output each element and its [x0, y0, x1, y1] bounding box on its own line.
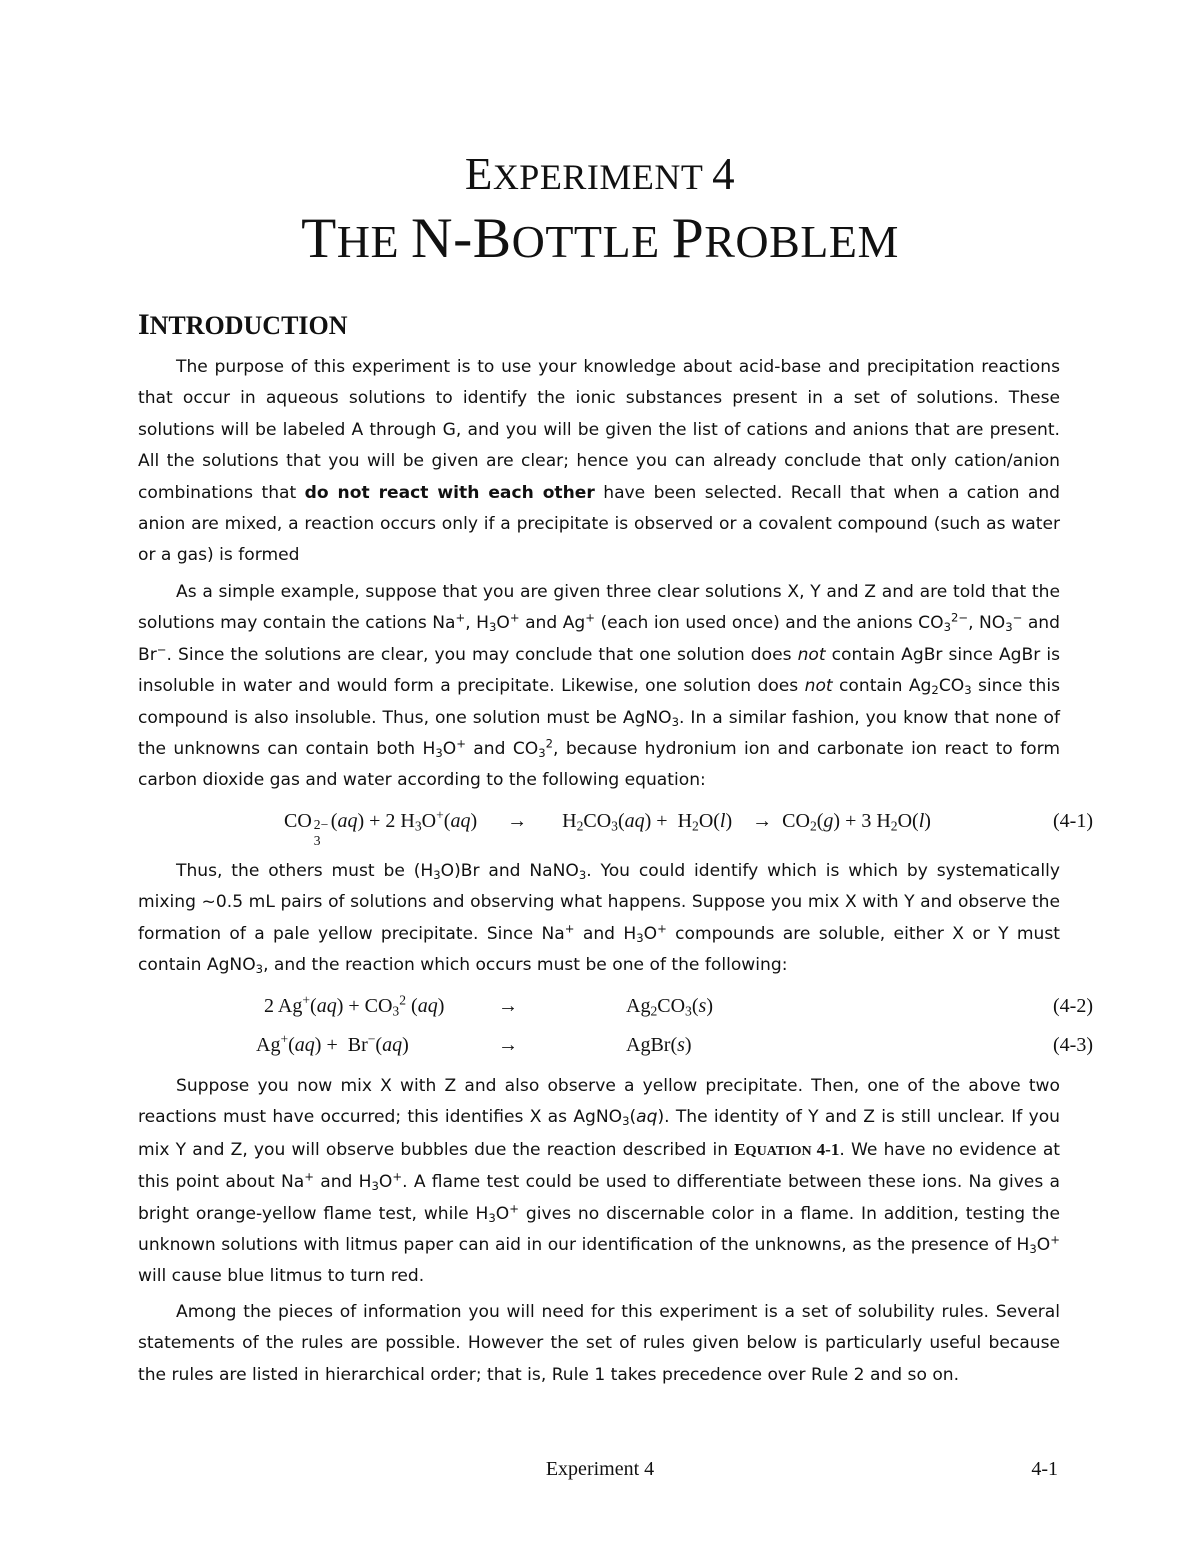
paragraph-example: As a simple example, suppose that you are given three clear solutions X, Y and Z and are told that the solutions may contain the cations Na+, $H_3O^+$ and Ag+ (each ion used once) and the anions $CO_3^{2-}$, $NO_3^-$ and Br−. Since the solutions are clear, you may conclude that one solution does not contain AgBr since AgBr is insoluble in water and would form a precipitate. Likewise, one solution does not contain $Ag_2CO_3$ since this compound is also insoluble. Thus, one solution must be AgNO$_3$. In a similar fashion, you know that none of the unknowns can contain both $H_3O^+$ and $CO_3^2$, because hydronium ion and carbonate ion react to form carbon dioxide gas and water according to the following equation: [138, 582, 1061, 791]
equation-4-2-right: $Ag_2CO_3(s)$ [626, 995, 713, 1019]
subtitle-n: N- [411, 207, 473, 270]
para4-s3: aq [636, 1107, 658, 1128]
para2-s15: and CO [465, 739, 539, 760]
para2-not1: not [797, 644, 826, 665]
para2-s7: and Br [138, 613, 1060, 665]
equation-4-2-arrow: → [498, 995, 518, 1017]
para2-s11: CO [938, 676, 965, 697]
section-heading-introduction [138, 308, 348, 342]
ref-rest: QUATION [745, 1143, 812, 1159]
para2-s13: . In a similar fashion, you know that none of the unknowns can contain both H [138, 707, 1060, 760]
para4-s8: . A flame test could be used to differentiate between these ions. Na gives a bright orange-yellow flame test, while H [138, 1172, 1060, 1224]
paragraph-identification: Thus, the others must be $(H_3O)Br$ and NaNO$_3$. You could identify which is which by systematically mixing ~0.5 mL pairs of solutions and observing what happens. Suppose you mix X with Y and observe the formation of a pale yellow precipitate. Since Na+ and $H_3O^+$ compounds are soluble, either X or Y must contain AgNO$_3$, and the reaction which occurs must be one of the following: [138, 861, 1060, 977]
heading-initial: I [138, 308, 150, 341]
para3-s2: O)Br and NaNO [440, 861, 579, 881]
para4-s2: ( [629, 1107, 637, 1128]
para3-s1: Thus, the others must be (H [176, 861, 434, 881]
para2-s3: O [496, 613, 510, 634]
para4-s4: ). The identity of Y and Z is still unclear. If you mix Y and Z, you will observe bubbles due the reaction described in [138, 1107, 1060, 1160]
para2-s4: and Ag [519, 613, 586, 634]
para4-s7: O [378, 1172, 393, 1193]
equation-number-4-2: (4-2) [1053, 995, 1093, 1017]
para2-s8: . Since the solutions are clear, you may conclude that one solution does [166, 644, 792, 665]
para4-s1: Suppose you now mix X with Z and also observe a yellow precipitate. Then, one of the above two reactions must have occurred; this identifies X as AgNO [138, 1076, 1060, 1128]
equation-number-4-1: (4-1) [1053, 810, 1093, 832]
subtitle-t: T [301, 207, 337, 270]
equation-4-3-left: Ag+(aq) + Br−(aq) [256, 1031, 409, 1056]
heading-rest: NTRODUCTION [149, 311, 348, 340]
subtitle-p: P [671, 207, 705, 270]
para4-s6: and H [313, 1172, 372, 1193]
footer-title: Experiment 4 [545, 1458, 655, 1480]
para1-text-a: The purpose of this experiment is to use your knowledge about acid-base and precipitation reactions that occur in aqueous solutions to identify the ionic substances present in a set of solutions. These solutions will be labeled A through G, and you will be given the list of cations and anions that are present. All the solutions that you will be given are clear; hence you can already conclude that only cation/anion combinations that [138, 357, 1060, 503]
page-number: 4-1 [1031, 1458, 1058, 1480]
ref-num: 4-1 [816, 1139, 840, 1159]
para2-s14: O [442, 739, 457, 760]
para2-s16: , because hydronium ion and carbonate ion react to form carbon dioxide gas and water according to the following equation: [138, 739, 1060, 791]
para5-text: Among the pieces of information you will need for this experiment is a set of solubility rules. Several statements of the rules are possible. However the set of rules given below is particularly useful because the rules are listed in hierarchical order; that is, Rule 1 takes precedence over Rule 2 and so on. [138, 1302, 1060, 1385]
equation-reference [734, 1140, 839, 1159]
equation-4-1: CO 2− 3 (aq) + 2 $H_3O^+(aq)$ → $H_2CO_3(aq) + H_2O(l)$ → $CO_2(g) + 3$ $H_2O(l)$ [284, 807, 931, 848]
para3-s7: , and the reaction which occurs must be one of the following: [263, 955, 788, 976]
para2-not2: not [804, 676, 833, 697]
title-number: 4 [712, 149, 736, 199]
para3-s5: O [643, 923, 658, 944]
paragraph-solubility-rules [138, 1297, 1060, 1391]
para4-s12: will cause blue litmus to turn red. [138, 1266, 425, 1287]
para3-s4: and H [574, 923, 637, 944]
para2-s10: contain Ag [839, 676, 932, 697]
title-rest: XPERIMENT [492, 157, 703, 197]
subtitle-he: HE [336, 216, 400, 267]
para2-s1: As a simple example, suppose that you are given three clear solutions X, Y and Z and are told that the solutions may contain the cations Na [138, 582, 1060, 634]
equation-number-4-3: (4-3) [1053, 1034, 1093, 1056]
para1-text-b: have been selected. Recall that when a cation and anion are mixed, a reaction occurs only if a precipitate is observed or a covalent compound (such as water or a gas) is formed [138, 482, 1061, 566]
subtitle-roblem: ROBLEM [704, 216, 899, 267]
subtitle-b: B [472, 207, 512, 270]
para2-s9: contain AgBr since AgBr is insoluble in water and would form a precipitate. Likewise, one solution does [138, 644, 1061, 697]
equation-4-3-right: AgBr(s) [626, 1034, 692, 1056]
para4-s5: . We have no evidence at this point about Na [138, 1139, 1060, 1193]
paragraph-purpose [138, 352, 1060, 572]
experiment-title [0, 148, 1200, 200]
paragraph-mixing: Suppose you now mix X with Z and also observe a yellow precipitate. Then, one of the above two reactions must have occurred; this identifies X as AgNO$_3$(aq). The identity of Y and Z is still unclear. If you mix Y and Z, you will observe bubbles due the reaction described in EQUATION 4-1. We have no evidence at this point about Na+ and $H_3O^+$. A flame test could be used to differentiate between these ions. Na gives a bright orange-yellow flame test, while $H_3O^+$ gives no discernable color in a flame. In addition, testing the unknown solutions with litmus paper can aid in our identification of the unknowns, as the presence of $H_3O^+$ will cause blue litmus to turn red. [138, 1076, 1060, 1287]
experiment-subtitle [0, 206, 1200, 271]
para2-s6: , NO [968, 613, 1006, 634]
para2-s12: since this compound is also insoluble. Thus, one solution must be AgNO [138, 676, 1060, 728]
para4-s10: gives no discernable color in a flame. In addition, testing the unknown solutions with litmus paper can aid in our identification of the unknowns, as the presence of H [138, 1203, 1060, 1256]
ref-e: E [734, 1139, 746, 1159]
subtitle-ottle: OTTLE [511, 216, 660, 267]
equation-4-2-left: 2 $Ag^+(aq) + CO_3^2$ (aq) [264, 992, 445, 1019]
para2-s5: (each ion used once) and the anions CO [594, 613, 944, 634]
para4-s11: O [1036, 1235, 1051, 1256]
title-initial: E [464, 149, 493, 199]
para1-bold: do not react with each other [304, 482, 595, 503]
equation-4-3-arrow: → [498, 1034, 518, 1056]
para2-s2: , H [465, 613, 489, 634]
para4-s9: O [495, 1203, 510, 1224]
para3-s3: . You could identify which is which by systematically mixing ~0.5 mL pairs of solutions and observing what happens. Suppose you mix X with Y and observe the formation of a pale yellow precipitate. Since Na [138, 861, 1060, 944]
para3-s6: compounds are soluble, either X or Y must contain AgNO [138, 923, 1060, 976]
